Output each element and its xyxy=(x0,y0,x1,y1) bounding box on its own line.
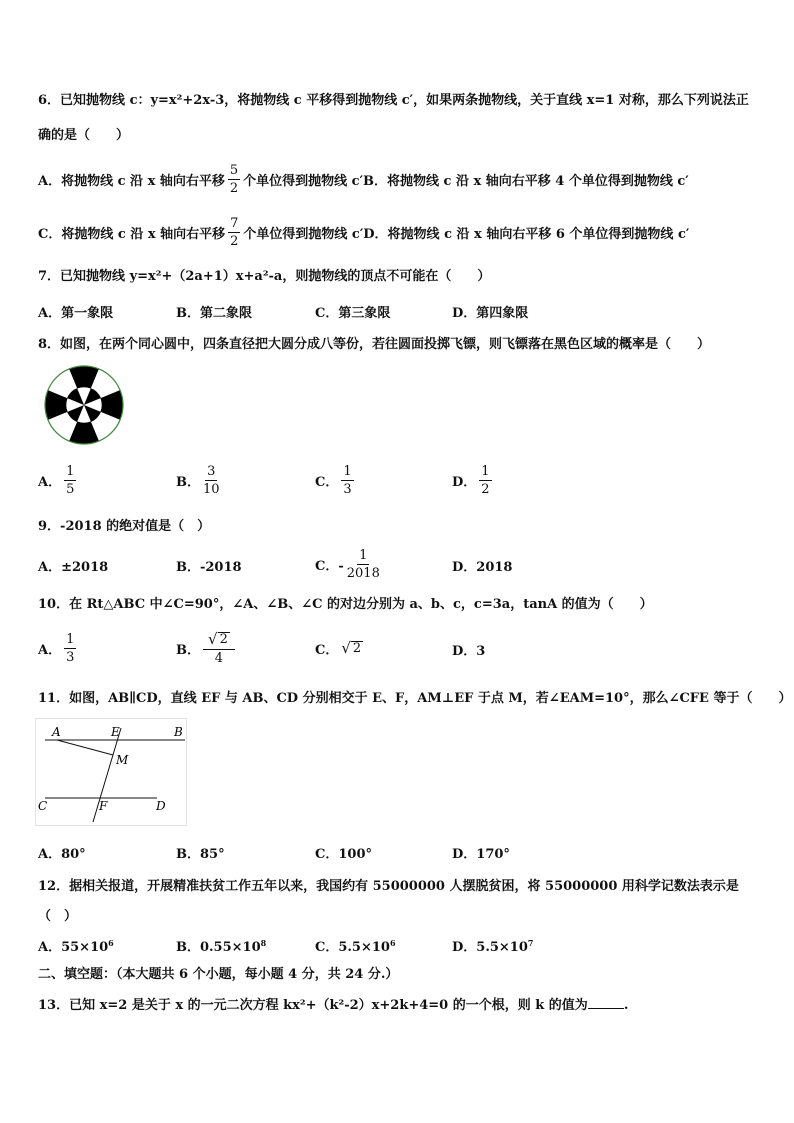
q11-parallel-lines-figure xyxy=(35,718,187,826)
q13-stem xyxy=(38,994,628,1013)
q6-a-fraction xyxy=(228,164,240,195)
q8-a-num: 1 xyxy=(66,463,75,479)
label-E: E xyxy=(111,725,120,739)
q8-option-c xyxy=(315,460,357,500)
q13-answer-blank[interactable] xyxy=(588,1008,624,1009)
q10-option-a-fraction xyxy=(64,633,76,664)
q6-options-ab xyxy=(38,158,689,200)
q10-b-sqrt xyxy=(208,629,230,648)
q11-option-b: B．85° xyxy=(176,847,225,862)
q10-option-a-label: A． xyxy=(38,642,62,658)
q9-option-b: B．-2018 xyxy=(176,560,242,575)
q7-option-a: A．第一象限 xyxy=(38,306,114,321)
q11-option-c: C．100° xyxy=(315,847,372,862)
q12-stem-line1: 12．据相关报道，开展精准扶贫工作五年以来，我国约有 55000000 人摆脱贫困，将 55000000 用科学记数法表示是 xyxy=(38,879,739,894)
q6-a-num: 5 xyxy=(229,162,239,178)
label-B: B xyxy=(174,725,183,739)
q10-option-a xyxy=(38,627,79,669)
q12-option-a xyxy=(38,936,114,955)
q8-option-a-fraction xyxy=(64,465,76,496)
q8-b-den: 10 xyxy=(203,481,220,497)
q6-a-post: 个单位得到抛物线 c′B．将抛物线 c 沿 x 轴向右平移 4 个单位得到抛物线 c′ xyxy=(243,173,689,189)
q8-stem: 8．如图，在两个同心圆中，四条直径把大圆分成八等份，若往圆面投掷飞镖，则飞镖落在黑色区域的概率是（ ） xyxy=(38,337,711,352)
q8-a-den: 5 xyxy=(66,481,75,497)
q8-option-a-label: A． xyxy=(38,474,62,490)
label-A: A xyxy=(52,725,61,739)
q6-c-den: 2 xyxy=(230,233,239,249)
sqrt-icon: √ xyxy=(341,639,351,657)
sqrt-icon: √ xyxy=(208,629,218,648)
q7-option-c: C．第三象限 xyxy=(315,306,391,321)
q8-c-num: 1 xyxy=(343,463,352,479)
label-F: F xyxy=(99,799,108,813)
q11-option-d: D．170° xyxy=(452,847,510,862)
q10-option-b-fraction xyxy=(203,629,235,666)
q12-stem-line2: （ ） xyxy=(38,909,78,924)
q6-options-cd xyxy=(38,211,689,253)
q9-option-a: A．±2018 xyxy=(38,560,109,575)
label-M: M xyxy=(116,753,129,767)
q9-c-num: 1 xyxy=(359,547,368,563)
q12-d-base: D．5.5×10 xyxy=(452,940,528,955)
q12-b-base: B．0.55×10 xyxy=(176,940,261,955)
q10-option-b-label: B． xyxy=(176,642,200,658)
q12-b-exp: 8 xyxy=(260,937,267,948)
q12-option-b xyxy=(176,936,266,955)
q7-stem: 7．已知抛物线 y=x²+（2a+1）x+a²-a，则抛物线的顶点不可能在（ ） xyxy=(38,269,491,284)
q12-option-c xyxy=(315,936,396,955)
q10-stem: 10．在 Rt△ABC 中∠C=90°，∠A、∠B、∠C 的对边分别为 a、b、c，c=3a，tanA 的值为（ ） xyxy=(38,597,653,612)
q6-c-num: 7 xyxy=(230,215,239,231)
q8-option-c-label: C． xyxy=(315,474,339,490)
q8-c-den: 3 xyxy=(343,481,352,497)
q10-b-den: 4 xyxy=(214,650,224,666)
q10-b-num xyxy=(203,629,235,650)
q12-d-exp: 7 xyxy=(527,937,534,948)
q12-a-base: A．55×10 xyxy=(38,940,109,955)
q12-option-d xyxy=(452,936,533,955)
q12-c-base: C．5.5×10 xyxy=(315,940,390,955)
q10-b-radicand: 2 xyxy=(219,631,228,647)
q12-a-exp: 6 xyxy=(108,937,114,948)
q10-option-c-label: C． xyxy=(315,643,339,658)
q11-option-a: A．80° xyxy=(38,847,86,862)
q10-option-d: D．3 xyxy=(452,644,486,659)
q9-c-den: 2018 xyxy=(346,565,380,581)
q8-option-a xyxy=(38,460,79,500)
q10-a-num: 1 xyxy=(66,631,75,647)
q10-c-sqrt xyxy=(341,641,363,656)
q10-option-c xyxy=(315,639,366,658)
q10-option-b xyxy=(176,627,238,669)
q12-c-exp: 6 xyxy=(389,937,396,948)
label-D: D xyxy=(156,799,166,813)
q8-option-b-fraction xyxy=(203,465,220,496)
q10-a-den: 3 xyxy=(66,649,75,665)
q8-b-num: 3 xyxy=(207,463,216,479)
q7-option-d: D．第四象限 xyxy=(452,306,529,321)
q13-post: . xyxy=(623,998,629,1013)
q9-option-c-fraction xyxy=(347,549,380,580)
q9-option-c xyxy=(315,544,383,584)
q6-a-den: 2 xyxy=(229,180,239,196)
q8-d-num: 1 xyxy=(481,463,490,479)
q8-option-b-label: B． xyxy=(176,474,200,490)
q6-a-pre: A．将抛物线 c 沿 x 轴向右平移 xyxy=(38,173,225,189)
q6-stem-line1: 6．已知抛物线 c：y=x²+2x-3，将抛物线 c 平移得到抛物线 c′，如果两条抛物线，关于直线 x=1 对称，那么下列说法正 xyxy=(38,93,749,108)
q10-c-radicand: 2 xyxy=(352,641,362,656)
q7-option-b: B．第二象限 xyxy=(176,306,252,321)
q6-c-fraction xyxy=(228,217,240,248)
q6-c-post: 个单位得到抛物线 c′D．将抛物线 c 沿 x 轴向右平移 6 个单位得到抛物线 c′ xyxy=(243,226,690,242)
q8-option-b xyxy=(176,460,223,500)
q9-option-d: D．2018 xyxy=(452,560,513,575)
q13-pre: 13．已知 x=2 是关于 x 的一元二次方程 kx²+（k²-2）x+2k+4=0 的一个根，则 k 的值为 xyxy=(38,998,588,1013)
q8-option-d-fraction xyxy=(479,465,491,496)
segment-am xyxy=(57,740,113,755)
q8-option-d-label: D． xyxy=(452,474,477,490)
q9-option-c-label: C．- xyxy=(315,558,344,574)
q6-c-pre: C．将抛物线 c 沿 x 轴向右平移 xyxy=(38,226,226,242)
q6-stem-line2: 确的是（ ） xyxy=(38,128,130,143)
section-2-heading: 二、填空题：（本大题共 6 个小题，每小题 4 分，共 24 分.） xyxy=(38,967,399,982)
q8-option-d xyxy=(452,460,495,500)
q11-stem: 11．如图，AB∥CD，直线 EF 与 AB、CD 分别相交于 E、F，AM⊥EF 于点 M，若∠EAM=10°，那么∠CFE 等于（ ） xyxy=(38,691,792,706)
q8-option-c-fraction xyxy=(341,465,353,496)
label-C: C xyxy=(38,799,48,813)
q8-dartboard-figure xyxy=(38,364,130,446)
q9-stem: 9．-2018 的绝对值是（ ） xyxy=(38,519,211,534)
q8-d-den: 2 xyxy=(481,481,490,497)
